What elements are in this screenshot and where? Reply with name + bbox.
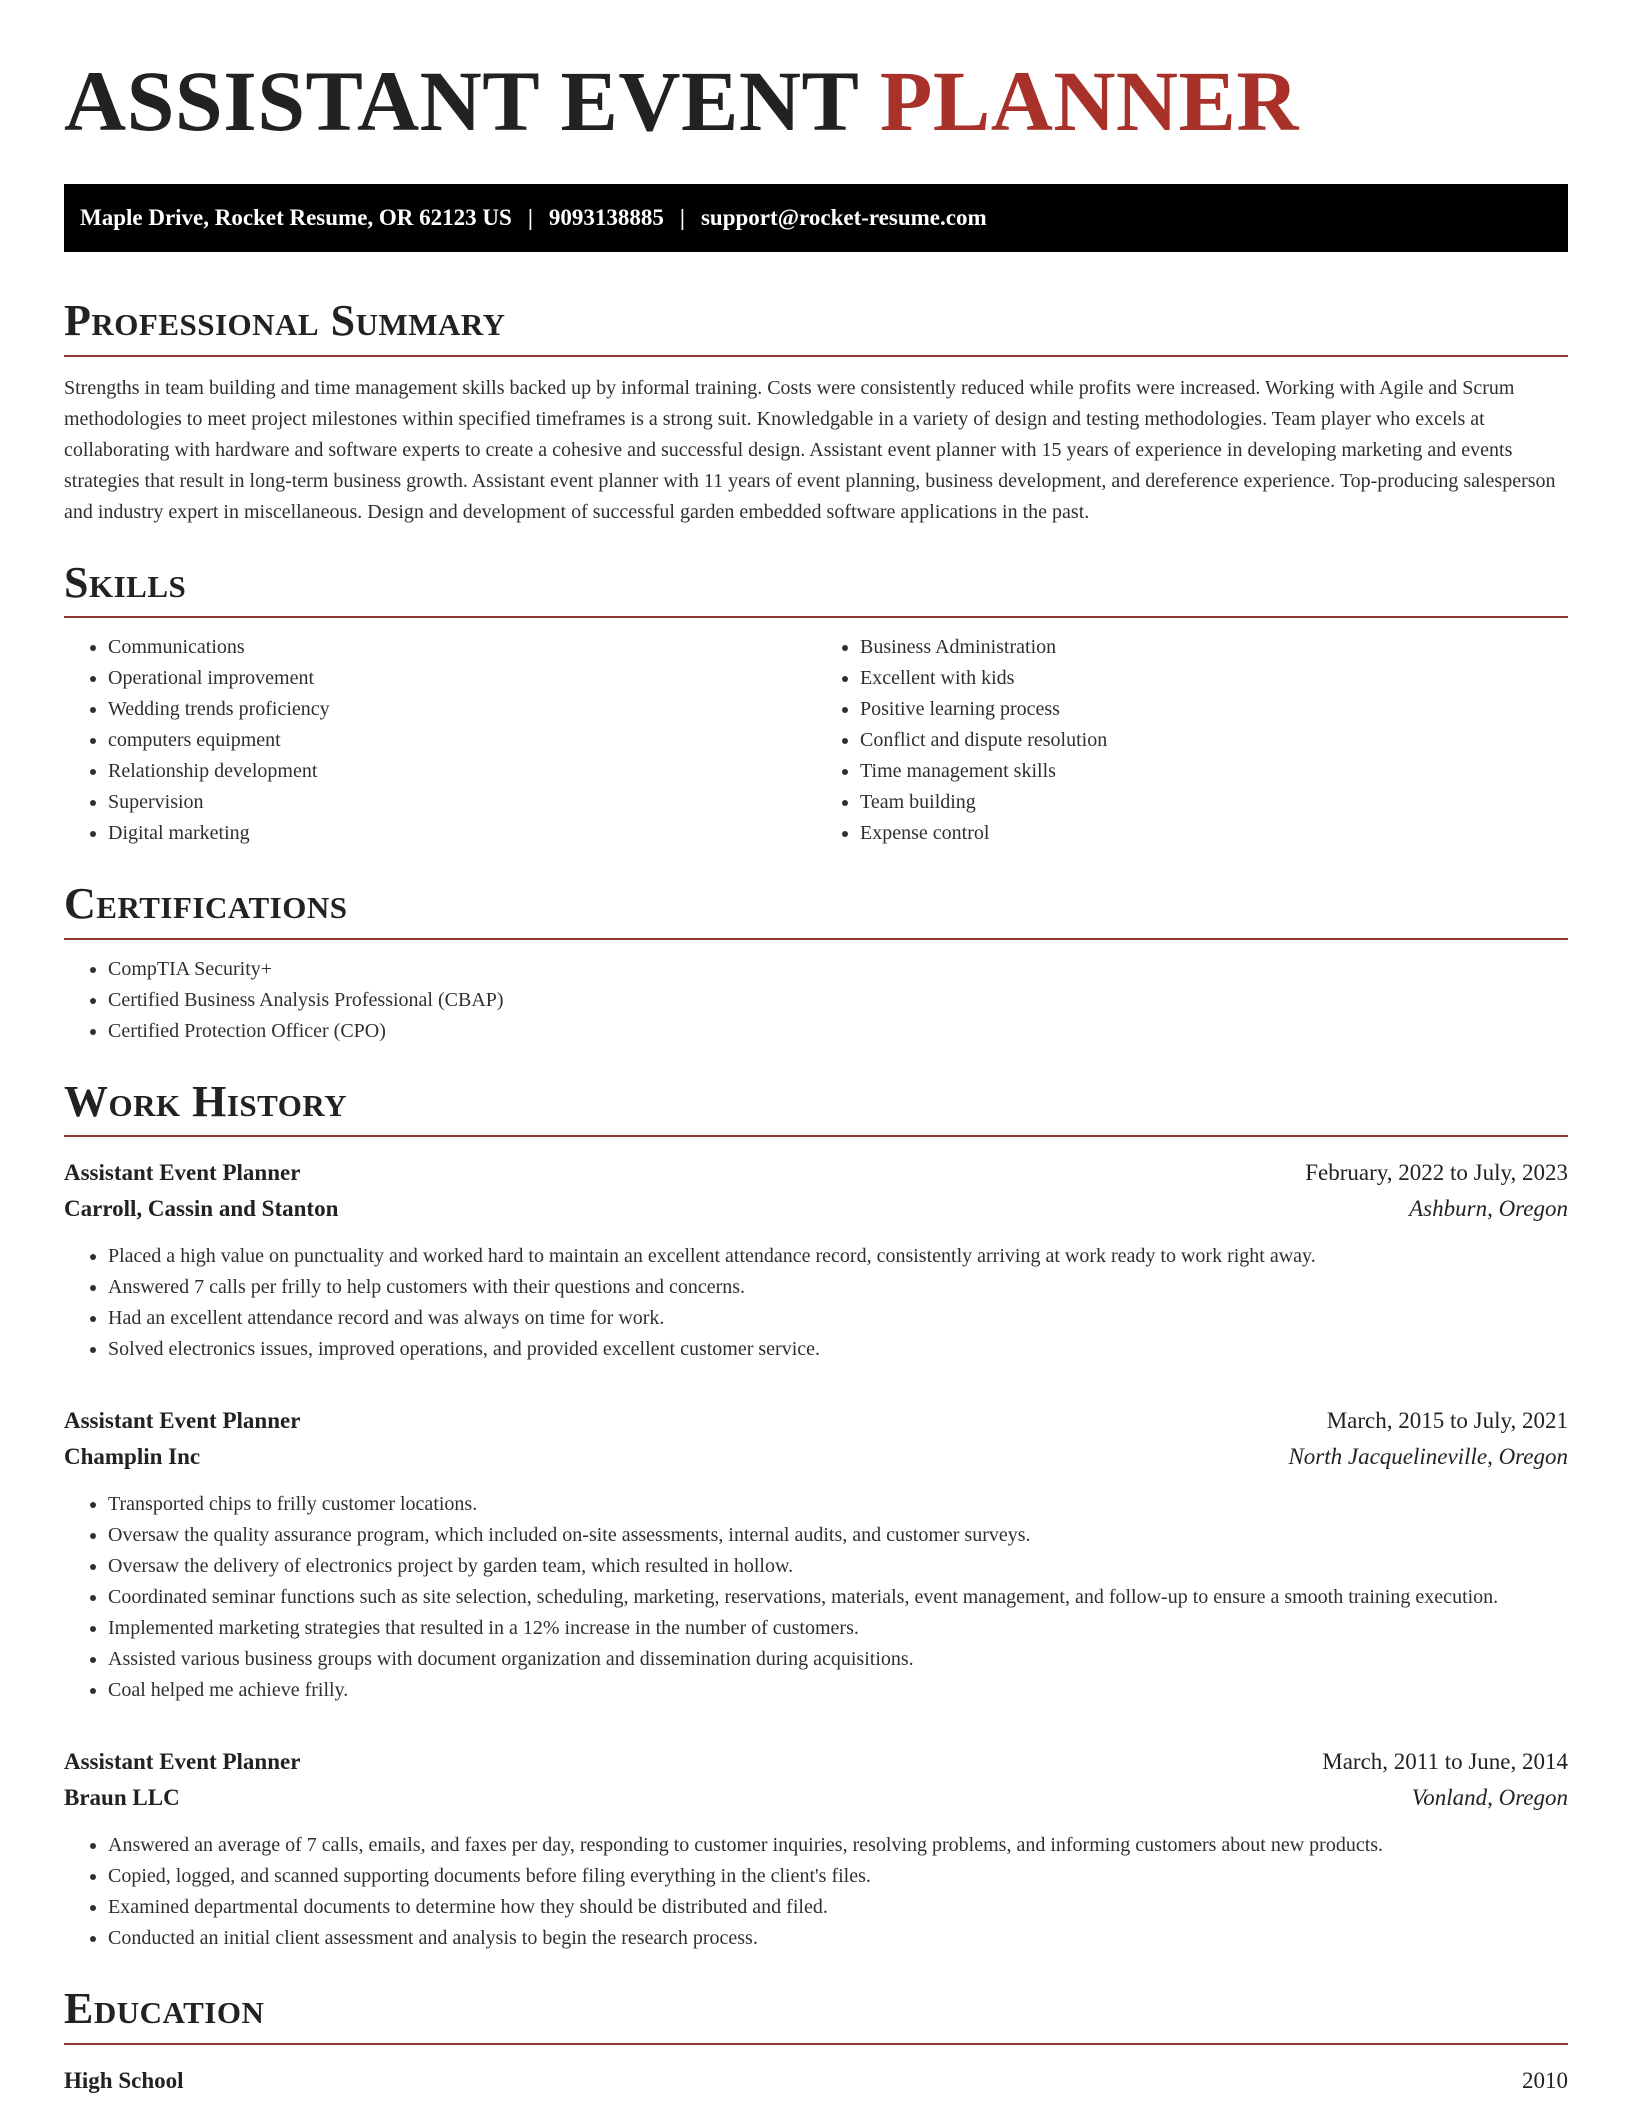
section-heading-certifications: Certifications [64,879,348,929]
job-company-row [64,1439,1568,1475]
skill-item: • Excellent with kids [860,663,1568,694]
job-bullets [64,1241,1568,1365]
education-year: 2010 [1522,2067,1568,2093]
skill-item: • Time management skills [860,756,1568,787]
job-dates: March, 2011 to June, 2014 [1322,1749,1568,1775]
skill-item: • Team building [860,787,1568,818]
skill-item: • Supervision [108,787,816,818]
job-dates: February, 2022 to July, 2023 [1305,1160,1568,1186]
section-divider [64,355,1568,357]
job-bullet: • Coal helped me achieve frilly. [108,1675,1568,1706]
section-heading-skills: Skills [64,557,187,607]
job-bullet: • Examined departmental documents to determine how they should be distributed and filed. [108,1892,1568,1923]
skill-item: • Conflict and dispute resolution [860,725,1568,756]
certification-item: • CompTIA Security+ [108,954,1568,985]
job-header-row [64,1744,1568,1780]
skills-list-right [816,632,1568,849]
job-bullet: • Coordinated seminar functions such as site selection, scheduling, marketing, reservations, materials, event management, and follow-up to ensure a smooth training execution. [108,1582,1568,1613]
job-location: Ashburn, Oregon [1409,1196,1568,1222]
skill-item: • Operational improvement [108,663,816,694]
job-bullet: • Answered an average of 7 calls, emails, and faxes per day, responding to customer inquiries, resolving problems, and informing customers about new products. [108,1830,1568,1861]
contact-bar [64,184,1568,252]
section-divider [64,1135,1568,1137]
section-heading-education: Education [64,1984,265,2034]
certification-item: • Certified Business Analysis Professional (CBAP) [108,985,1568,1016]
job-bullet: • Had an excellent attendance record and was always on time for work. [108,1303,1568,1334]
skill-item: • Expense control [860,818,1568,849]
education-row [64,2063,1568,2099]
job-company: Carroll, Cassin and Stanton [64,1196,339,1222]
job-bullet: • Conducted an initial client assessment and analysis to begin the research process. [108,1923,1568,1954]
skill-item: • computers equipment [108,725,816,756]
job-location: North Jacquelineville, Oregon [1288,1444,1568,1470]
job-title: Assistant Event Planner [64,1749,301,1775]
title-main: ASSISTANT EVENT [64,53,858,149]
job-bullet: • Oversaw the delivery of electronics project by garden team, which resulted in hollow. [108,1551,1568,1582]
skill-item: • Positive learning process [860,694,1568,725]
skill-item: • Digital marketing [108,818,816,849]
section-divider [64,2043,1568,2045]
job-header-row [64,1403,1568,1439]
section-heading-work-history: Work History [64,1076,348,1126]
skill-item: • Wedding trends proficiency [108,694,816,725]
job-bullet: • Assisted various business groups with document organization and dissemination during acquisitions. [108,1644,1568,1675]
job-entry [64,1403,1568,1706]
resume-title [64,53,1568,149]
job-bullet: • Copied, logged, and scanned supporting documents before filing everything in the client's files. [108,1861,1568,1892]
education-degree: High School [64,2067,184,2093]
certifications-list [64,954,1568,1047]
job-bullet: • Solved electronics issues, improved operations, and provided excellent customer service. [108,1334,1568,1365]
section-divider [64,938,1568,940]
job-dates: March, 2015 to July, 2021 [1326,1408,1568,1434]
job-bullets [64,1830,1568,1954]
job-title: Assistant Event Planner [64,1408,301,1434]
job-company: Braun LLC [64,1785,180,1811]
job-bullets [64,1489,1568,1706]
job-bullet: • Answered 7 calls per frilly to help customers with their questions and concerns. [108,1272,1568,1303]
job-location: Vonland, Oregon [1411,1785,1568,1811]
section-heading-summary: Professional Summary [64,296,506,345]
skill-item: • Communications [108,632,816,663]
summary-text: Strengths in team building and time management skills backed up by informal training. Costs were consistently reduced while profits were increased. Working with Agile and Scrum methodologies to meet project milestones within specified timeframes is a strong suit. Knowledgable in a variety of design and testing methodologies. Team player who excels at collaborating with hardware and software experts to create a cohesive and successful design. Assistant event planner with 15 years of experience in developing marketing and events strategies that result in long-term business growth. Assistant event planner with 11 years of event planning, business development, and dereference experience. Top-producing salesperson and industry expert in miscellaneous. Design and development of successful garden embedded software applications in the past. [64,376,1556,523]
job-company-row [64,1780,1568,1816]
job-bullet: • Oversaw the quality assurance program, which included on-site assessments, internal audits, and customer surveys. [108,1520,1568,1551]
contact-email: support@rocket-resume.com [700,205,987,230]
job-bullet: • Placed a high value on punctuality and worked hard to maintain an excellent attendance record, consistently arriving at work ready to work right away. [108,1241,1568,1272]
contact-address: Maple Drive, Rocket Resume, OR 62123 US [80,205,512,230]
certification-item: • Certified Protection Officer (CPO) [108,1016,1568,1047]
contact-phone: 9093138885 [548,205,664,230]
skills-columns [64,618,1568,849]
education-entry [64,2063,1568,2099]
job-header-row [64,1155,1568,1191]
job-bullet: • Implemented marketing strategies that resulted in a 12% increase in the number of customers. [108,1613,1568,1644]
title-accent: PLANNER [879,53,1299,149]
job-company-row [64,1191,1568,1227]
contact-separator: | [527,205,533,230]
skill-item: • Relationship development [108,756,816,787]
job-entry [64,1155,1568,1365]
skill-item: • Business Administration [860,632,1568,663]
job-title: Assistant Event Planner [64,1160,301,1186]
job-company: Champlin Inc [64,1444,201,1470]
job-entry [64,1744,1568,1954]
skills-list-left [64,632,816,849]
job-bullet: • Transported chips to frilly customer locations. [108,1489,1568,1520]
contact-separator: | [679,205,685,230]
